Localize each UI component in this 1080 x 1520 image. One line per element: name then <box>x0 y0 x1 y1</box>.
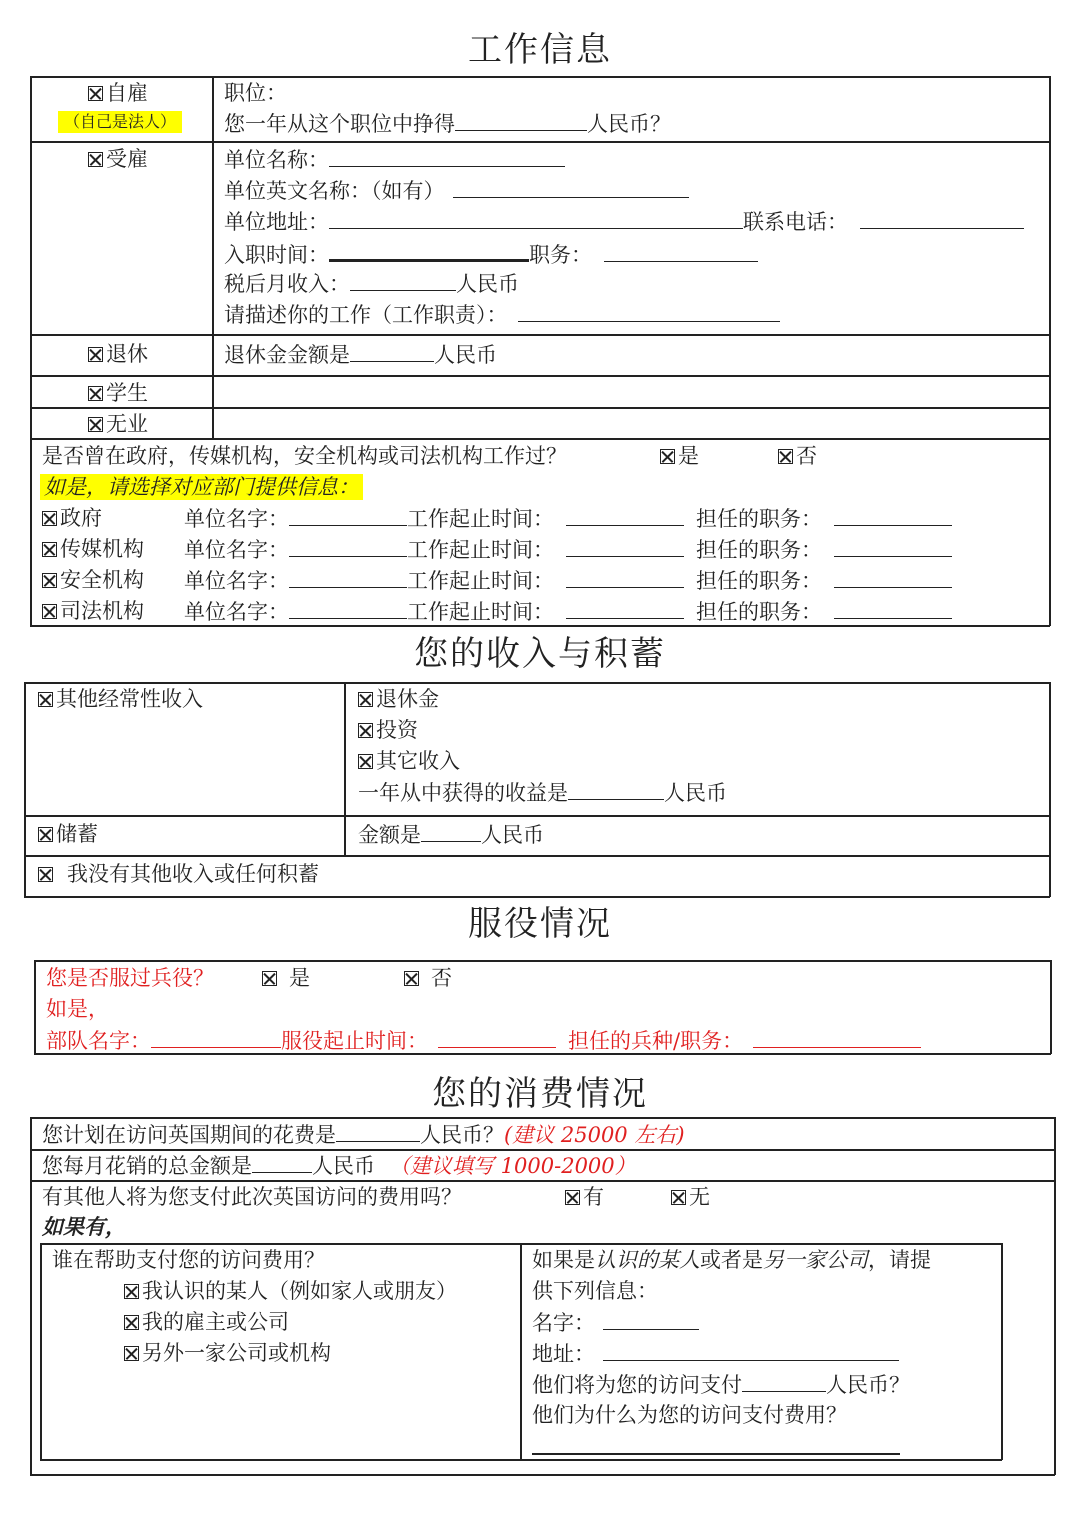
payer-amount-line: 他们将为您的访问支付 人民币？ <box>532 1373 910 1397</box>
checkbox-icon[interactable] <box>262 971 277 986</box>
gov-yes-option[interactable]: 是 <box>660 443 699 469</box>
payer-info-instruction: 如果是认识的某人或者是另一家公司，请提 <box>532 1248 931 1272</box>
unemployed-option[interactable]: 无业 <box>88 411 148 437</box>
checkbox-icon[interactable] <box>671 1190 686 1205</box>
payer-reason-field[interactable] <box>532 1453 900 1455</box>
military-period-field[interactable] <box>438 1027 556 1048</box>
others-pay-no-option[interactable]: 无 <box>671 1184 710 1210</box>
checkbox-icon[interactable] <box>88 417 103 432</box>
org-name-line: 单位名字： 工作起止时间： 担任的职务： <box>184 567 952 594</box>
company-address-line: 单位地址： 联系电话： <box>224 208 1024 235</box>
payer-address-field[interactable] <box>603 1340 899 1361</box>
org-name-line: 单位名字： 工作起止时间： 担任的职务： <box>184 598 952 625</box>
plan-spending-line: 您计划在访问英国期间的花费是 人民币？(建议 25000 左右) <box>42 1123 685 1147</box>
military-unit-field[interactable] <box>151 1027 281 1048</box>
org-name-field[interactable] <box>289 567 407 588</box>
checkbox-icon[interactable] <box>42 604 57 619</box>
gov-no-option[interactable]: 否 <box>778 443 817 469</box>
payer-name-field[interactable] <box>603 1309 699 1330</box>
checkbox-icon[interactable] <box>358 692 373 707</box>
yearly-earn-line: 您一年从这个职位中挣得 人民币？ <box>224 112 671 136</box>
company-name-line: 单位名称： <box>224 146 565 173</box>
others-pay-yes-option[interactable]: 有 <box>565 1184 604 1210</box>
company-en-line: 单位英文名称：（如有） <box>224 177 689 204</box>
no-income-option[interactable]: 我没有其他收入或任何积蓄 <box>38 861 319 887</box>
who-pays-question: 谁在帮助支付您的访问费用？ <box>52 1248 325 1272</box>
military-if-yes: 如是， <box>46 997 109 1021</box>
spending-section-title: 您的消费情况 <box>432 1074 648 1114</box>
retired-option[interactable]: 退休 <box>88 341 148 367</box>
gov-question: 是否曾在政府，传媒机构，安全机构或司法机构工作过？ <box>42 444 567 468</box>
org-period-field[interactable] <box>566 505 684 526</box>
employed-option[interactable]: 受雇 <box>88 146 148 172</box>
other-regular-income-option[interactable]: 其他经常性收入 <box>38 686 203 712</box>
monthly-income-field[interactable] <box>350 270 456 291</box>
monthly-spending-field[interactable] <box>252 1152 312 1173</box>
checkbox-icon[interactable] <box>124 1284 139 1299</box>
org-name-field[interactable] <box>289 505 407 526</box>
org-option[interactable]: 政府 <box>42 505 102 531</box>
org-option[interactable]: 安全机构 <box>42 567 144 593</box>
company-name-field[interactable] <box>329 146 565 167</box>
checkbox-icon[interactable] <box>565 1190 580 1205</box>
checkbox-icon[interactable] <box>42 573 57 588</box>
org-name-line: 单位名字： 工作起止时间： 担任的职务： <box>184 536 952 563</box>
checkbox-icon[interactable] <box>358 723 373 738</box>
self-employed-option[interactable]: 自雇 <box>88 80 148 106</box>
org-name-field[interactable] <box>289 598 407 619</box>
checkbox-icon[interactable] <box>88 152 103 167</box>
checkbox-icon[interactable] <box>38 692 53 707</box>
savings-amount-line: 金额是 人民币 <box>358 823 544 847</box>
org-name-line: 单位名字： 工作起止时间： 担任的职务： <box>184 505 952 532</box>
other-income-option[interactable]: 其它收入 <box>358 748 460 774</box>
position-label: 职位： <box>224 81 287 105</box>
checkbox-icon[interactable] <box>88 86 103 101</box>
checkbox-icon[interactable] <box>88 347 103 362</box>
payer-info-instruction-cont: 供下列信息： <box>532 1279 658 1303</box>
yearly-gain-line: 一年从中获得的收益是 人民币 <box>358 781 727 805</box>
military-detail-line: 部队名字： 服役起止时间： 担任的兵种/职务： <box>46 1027 921 1054</box>
military-no-option[interactable]: 否 <box>404 965 452 991</box>
who-pays-option[interactable]: 我的雇主或公司 <box>124 1309 289 1335</box>
company-en-field[interactable] <box>453 177 689 198</box>
who-pays-option[interactable]: 我认识的某人（例如家人或朋友） <box>124 1278 457 1304</box>
checkbox-icon[interactable] <box>38 867 53 882</box>
checkbox-icon[interactable] <box>778 449 793 464</box>
org-option[interactable]: 传媒机构 <box>42 536 144 562</box>
checkbox-icon[interactable] <box>404 971 419 986</box>
military-section-title: 服役情况 <box>468 904 612 944</box>
income-section-title: 您的收入与积蓄 <box>414 634 666 674</box>
phone-field[interactable] <box>860 208 1024 229</box>
payer-address-line: 地址： <box>532 1340 899 1367</box>
pension-amount-field[interactable] <box>350 341 434 362</box>
start-date-line: 入职时间： 职务： <box>224 239 758 268</box>
start-date-field[interactable] <box>329 239 529 262</box>
military-yes-option[interactable]: 是 <box>262 965 310 991</box>
org-period-field[interactable] <box>566 536 684 557</box>
who-pays-option[interactable]: 另外一家公司或机构 <box>124 1340 331 1366</box>
military-question: 您是否服过兵役？ <box>46 966 214 990</box>
org-role-field[interactable] <box>834 505 952 526</box>
duty-field[interactable] <box>604 241 758 262</box>
work-section-title: 工作信息 <box>468 30 612 70</box>
spending-if-yes: 如果有， <box>42 1214 126 1239</box>
savings-amount-field[interactable] <box>421 821 481 842</box>
if-yes-instruction: 如是，请选择对应部门提供信息： <box>40 474 363 500</box>
org-role-field[interactable] <box>834 567 952 588</box>
pension-option[interactable]: 退休金 <box>358 686 439 712</box>
checkbox-icon[interactable] <box>124 1346 139 1361</box>
org-period-field[interactable] <box>566 598 684 619</box>
org-period-field[interactable] <box>566 567 684 588</box>
org-role-field[interactable] <box>834 536 952 557</box>
checkbox-icon[interactable] <box>38 827 53 842</box>
payer-reason-question: 他们为什么为您的访问支付费用？ <box>532 1403 847 1427</box>
investment-option[interactable]: 投资 <box>358 717 418 743</box>
job-description-field[interactable] <box>518 301 780 322</box>
yearly-earn-field[interactable] <box>455 110 587 131</box>
org-option[interactable]: 司法机构 <box>42 598 144 624</box>
student-option[interactable]: 学生 <box>88 380 148 406</box>
checkbox-icon[interactable] <box>42 511 57 526</box>
checkbox-icon[interactable] <box>88 386 103 401</box>
checkbox-icon[interactable] <box>124 1315 139 1330</box>
job-description-line: 请描述你的工作（工作职责）： <box>224 301 780 328</box>
payer-name-line: 名字： <box>532 1309 699 1336</box>
org-name-field[interactable] <box>289 536 407 557</box>
pension-amount-line: 退休金金额是 人民币 <box>224 343 497 367</box>
payer-amount-field[interactable] <box>742 1371 826 1392</box>
company-address-field[interactable] <box>329 208 743 229</box>
others-pay-question: 有其他人将为您支付此次英国访问的费用吗？ <box>42 1185 462 1209</box>
monthly-spending-line: 您每月花销的总金额是 人民币 （建议填写 1000-2000） <box>42 1154 636 1178</box>
plan-spending-field[interactable] <box>336 1121 420 1142</box>
savings-option[interactable]: 储蓄 <box>38 821 98 847</box>
military-role-field[interactable] <box>753 1027 921 1048</box>
checkbox-icon[interactable] <box>42 542 57 557</box>
monthly-income-line: 税后月收入： 人民币 <box>224 272 519 296</box>
self-employed-note: （自己是法人） <box>58 111 182 133</box>
checkbox-icon[interactable] <box>660 449 675 464</box>
org-role-field[interactable] <box>834 598 952 619</box>
checkbox-icon[interactable] <box>358 754 373 769</box>
yearly-gain-field[interactable] <box>568 779 664 800</box>
